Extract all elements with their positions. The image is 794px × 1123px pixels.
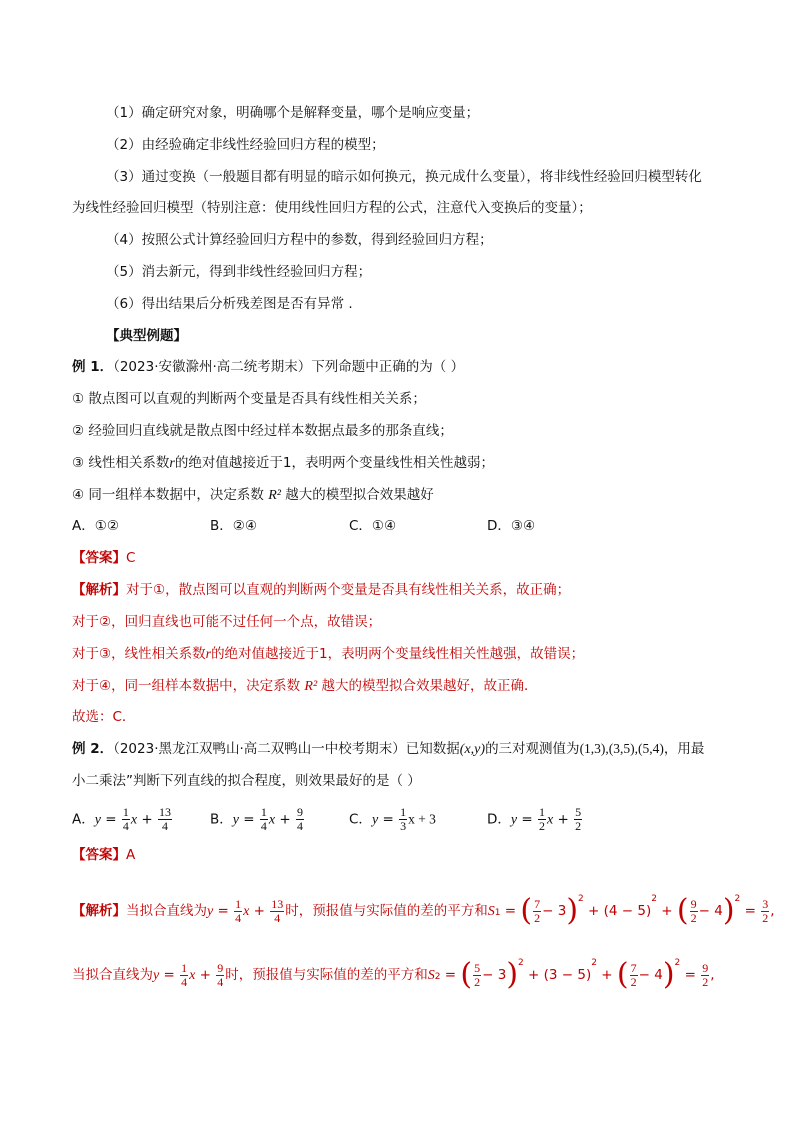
example-2-analysis-2: 当拟合直线为y = $\frac{1}{4}$ x + $\frac{9}{4}$ 时，预报值与实际值的差的平方和S2 = ( $\frac{5}{2}$ − $3)^2 + (3 - 5)^2$ + ( $\frac{7}{2}$ − 4)$^2$ = $\frac{9}{2}$ , bbox=[72, 957, 715, 992]
step-3-cont: 为线性经验回归模型（特别注意：使用线性回归方程的公式，注意代入变换后的变量）； bbox=[72, 200, 592, 216]
step-6: （6）得出结果后分析残差图是否有异常 . bbox=[106, 296, 353, 312]
step-2: （2）由经验确定非线性经验回归方程的模型； bbox=[106, 137, 385, 153]
symbol-r: r bbox=[169, 456, 175, 471]
example-1-option-c: C．①④ bbox=[349, 518, 397, 534]
example-2-answer: 【答案】A bbox=[72, 847, 136, 863]
example-1-option-a: A．①② bbox=[72, 518, 119, 534]
step-4: （4）按照公式计算经验回归方程中的参数，得到经验回归方程； bbox=[106, 232, 493, 248]
example-1-label: 例 1． bbox=[72, 359, 114, 375]
example-2-option-c: C．y = $\frac{1}{3}$ x + 3 bbox=[349, 805, 436, 833]
example-1-question: （2023·安徽滁州·高二统考期末）下列命题中正确的为（ ） bbox=[113, 359, 465, 375]
example-2-analysis-1: 【解析】当拟合直线为y = $\frac{1}{4}$ x + $\frac{13}{4}$ 时，预报值与实际值的差的平方和S1 = ( $\frac{7}{2}$ − $3)^2 + (4 - 5)^2$ + ( $\frac{9}{2}$ − 4)$^2$ = $\frac{3}{2}$ , bbox=[72, 893, 775, 928]
example-1-stem bbox=[72, 358, 464, 376]
example-1-analysis-1: 【解析】对于①，散点图可以直观的判断两个变量是否具有线性相关关系，故正确； bbox=[72, 582, 571, 598]
example-1-analysis-4: 对于④，同一组样本数据中，决定系数 R² 越大的模型拟合效果越好，故正确． bbox=[72, 678, 538, 694]
step-3: （3）通过变换（一般题目都有明显的暗示如何换元，换元成什么变量），将非线性经验回归模型转化 bbox=[106, 169, 702, 185]
example-1-item-2: ② 经验回归直线就是散点图中经过样本数据点最多的那条直线； bbox=[72, 423, 453, 439]
answer-value: C bbox=[126, 550, 136, 566]
symbol-r-squared: R² bbox=[268, 488, 281, 503]
answer-value: A bbox=[126, 847, 136, 863]
step-1: （1）确定研究对象，明确哪个是解释变量，哪个是响应变量； bbox=[106, 105, 480, 121]
section-title: 【典型例题】 bbox=[106, 328, 187, 344]
example-2-option-a: A．y = $\frac{1}{4}$ x + $\frac{13}{4}$ bbox=[72, 805, 171, 833]
example-2-label: 例 2． bbox=[72, 741, 114, 757]
example-1-item-3: ③ 线性相关系数r的绝对值越接近于1，表明两个变量线性相关性越弱； bbox=[72, 455, 494, 471]
example-1-conclusion: 故选：C． bbox=[72, 709, 136, 725]
example-1-answer: 【答案】C bbox=[72, 550, 136, 566]
example-2-option-d: D．y = $\frac{1}{2}$ x + $\frac{5}{2}$ bbox=[487, 805, 582, 833]
example-1-item-4: ④ 同一组样本数据中，决定系数 R² 越大的模型拟合效果越好 bbox=[72, 487, 434, 503]
example-1-item-1: ① 散点图可以直观的判断两个变量是否具有线性相关关系； bbox=[72, 391, 426, 407]
step-5: （5）消去新元，得到非线性经验回归方程； bbox=[106, 264, 372, 280]
example-1-analysis-3: 对于③，线性相关系数r的绝对值越接近于1，表明两个变量线性相关性越强，故错误； bbox=[72, 646, 585, 662]
example-2-stem: 例 2．（2023·黑龙江双鸭山·高二双鸭山一中校考期末）已知数据(x,y)的三对观测值为(1,3),(3,5),(5,4)，用最 bbox=[72, 741, 705, 757]
example-2-stem-cont: 小二乘法”判断下列直线的拟合程度，则效果最好的是（ ） bbox=[72, 773, 421, 789]
example-1-option-b: B．②④ bbox=[210, 518, 257, 534]
example-1-option-d: D．③④ bbox=[487, 518, 536, 534]
example-1-analysis-2: 对于②，回归直线也可能不过任何一个点，故错误； bbox=[72, 614, 382, 630]
example-2-option-b: B．y = $\frac{1}{4}$ x + $\frac{9}{4}$ bbox=[210, 805, 304, 833]
